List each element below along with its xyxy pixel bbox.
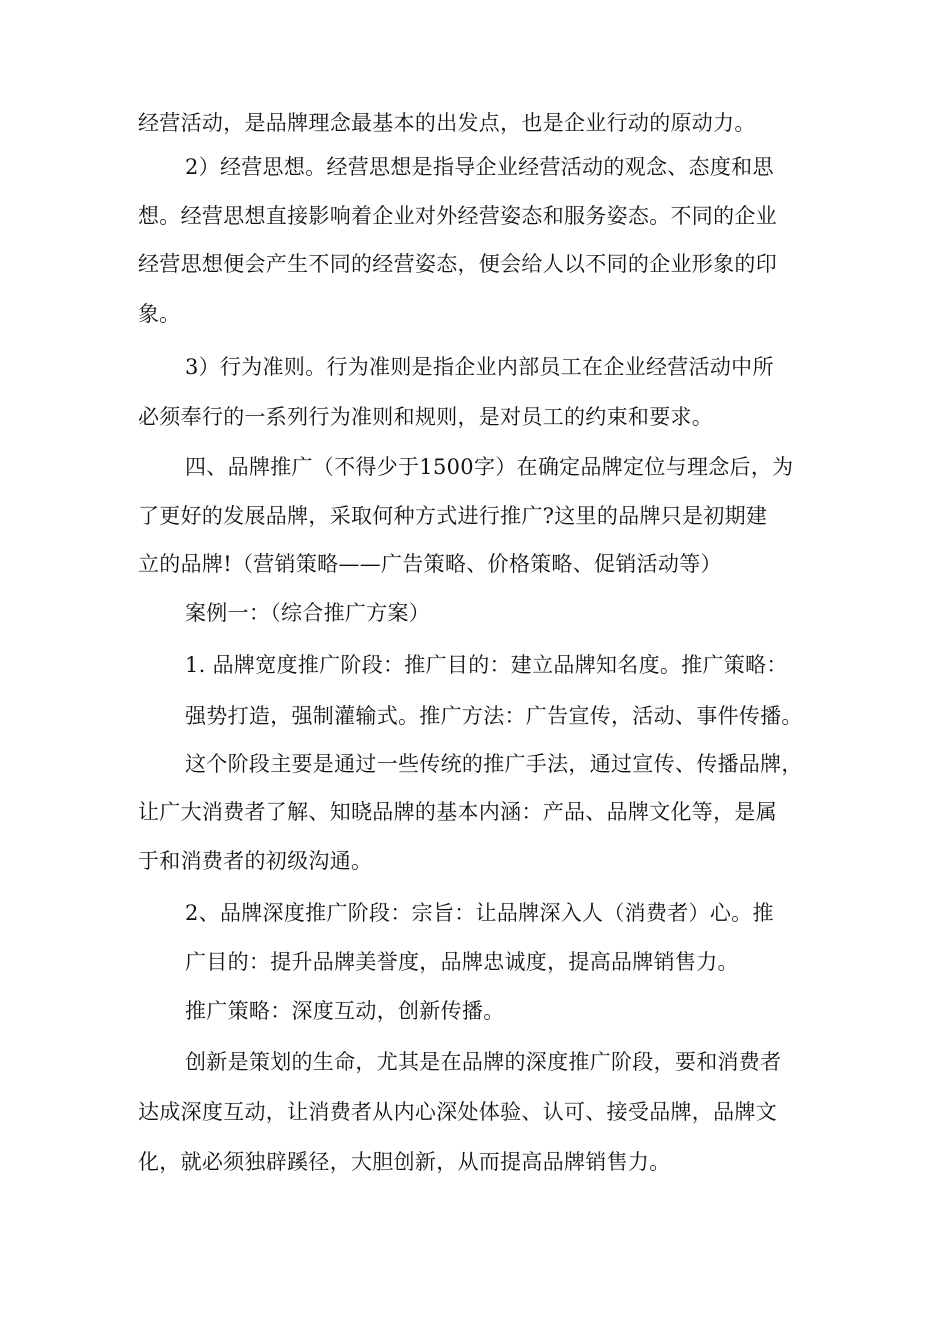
text-line: 让广大消费者了解、知晓品牌的基本内涵：产品、品牌文化等，是属 xyxy=(138,800,777,824)
text-line: 2、品牌深度推广阶段：宗旨：让品牌深入人（消费者）心。推 xyxy=(185,901,774,925)
text-line: 这个阶段主要是通过一些传统的推广手法，通过宣传、传播品牌， xyxy=(185,752,803,776)
text-line: 3）行为准则。行为准则是指企业内部员工在企业经营活动中所 xyxy=(185,355,774,379)
text-line: 化，就必须独辟蹊径，大胆创新，从而提高品牌销售力。 xyxy=(138,1150,671,1174)
text-line: 于和消费者的初级沟通。 xyxy=(138,849,373,873)
text-line: 2）经营思想。经营思想是指导企业经营活动的观念、态度和思 xyxy=(185,155,774,179)
text-line: 1. 品牌宽度推广阶段：推广目的：建立品牌知名度。推广策略： xyxy=(185,653,788,677)
text-line: 四、品牌推广（不得少于1500字）在确定品牌定位与理念后，为 xyxy=(185,455,794,479)
text-line: 想。经营思想直接影响着企业对外经营姿态和服务姿态。不同的企业 xyxy=(138,204,777,228)
text-line: 广目的：提升品牌美誉度，品牌忠诚度，提高品牌销售力。 xyxy=(185,950,739,974)
text-line: 了更好的发展品牌，采取何种方式进行推广?这里的品牌只是初期建 xyxy=(138,504,768,528)
text-line: 象。 xyxy=(138,302,181,326)
text-line: 案例一：（综合推广方案） xyxy=(185,601,431,625)
text-line: 经营活动，是品牌理念最基本的出发点，也是企业行动的原动力。 xyxy=(138,111,756,135)
text-line: 立的品牌!（营销策略——广告策略、价格策略、促销活动等） xyxy=(138,552,722,576)
text-line: 推广策略：深度互动，创新传播。 xyxy=(185,999,505,1023)
text-line: 创新是策划的生命，尤其是在品牌的深度推广阶段，要和消费者 xyxy=(185,1050,782,1074)
text-line: 经营思想便会产生不同的经营姿态，便会给人以不同的企业形象的印 xyxy=(138,252,777,276)
text-line: 达成深度互动，让消费者从内心深处体验、认可、接受品牌，品牌文 xyxy=(138,1100,777,1124)
text-line: 必须奉行的一系列行为准则和规则，是对员工的约束和要求。 xyxy=(138,405,714,429)
text-line: 强势打造，强制灌输式。推广方法：广告宣传，活动、事件传播。 xyxy=(185,704,803,728)
